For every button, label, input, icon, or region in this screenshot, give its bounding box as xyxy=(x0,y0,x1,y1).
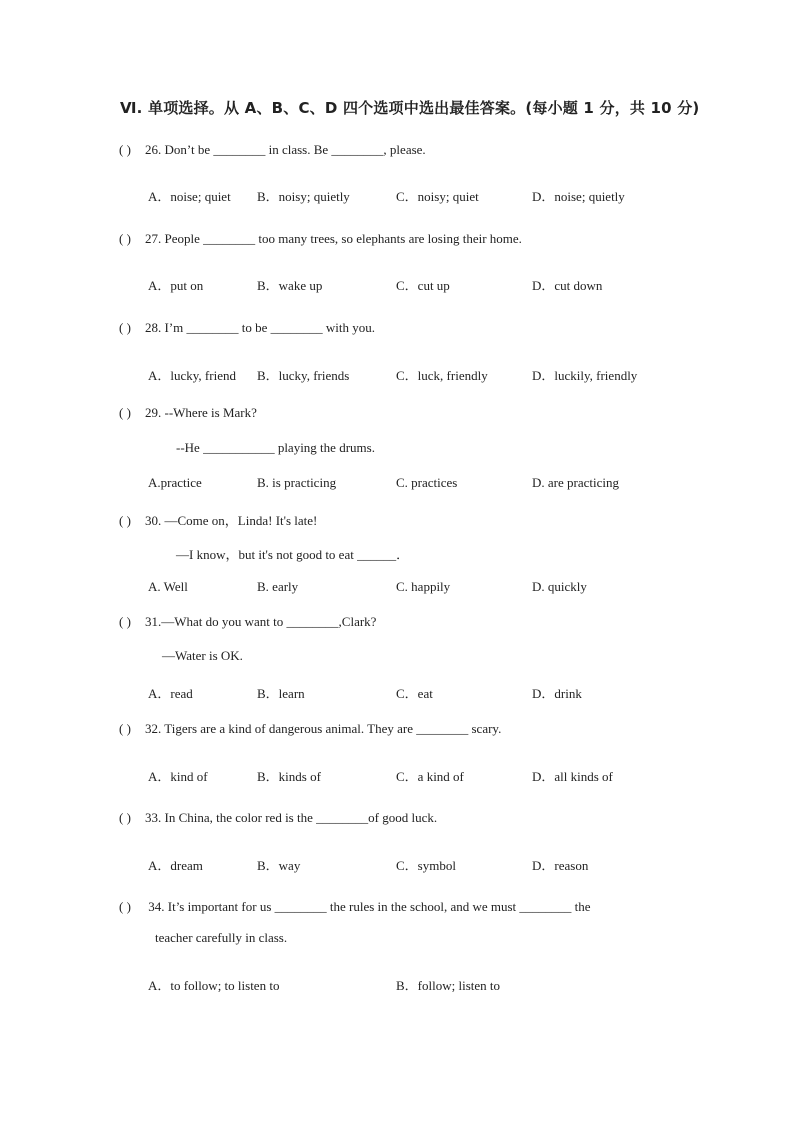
question-26 xyxy=(119,142,426,158)
question-stem: 31.—What do you want to ________,Clark? xyxy=(145,614,377,629)
option-c[interactable]: C．luck, friendly xyxy=(396,368,488,383)
question-stem: 32. Tigers are a kind of dangerous animal. They are ________ scary. xyxy=(145,721,502,736)
option-d[interactable]: D. quickly xyxy=(532,579,587,594)
option-b[interactable]: B．kinds of xyxy=(257,769,321,784)
option-d[interactable]: D．reason xyxy=(532,858,589,873)
question-continuation: --He ___________ playing the drums. xyxy=(176,440,375,455)
question-27 xyxy=(119,231,522,247)
answer-blank[interactable]: ( ) xyxy=(119,721,131,736)
option-d[interactable]: D．noise; quietly xyxy=(532,189,625,204)
option-b[interactable]: B．learn xyxy=(257,686,305,701)
question-30 xyxy=(119,510,317,529)
option-b[interactable]: B. early xyxy=(257,579,299,594)
option-a[interactable]: A．read xyxy=(148,686,193,701)
option-a[interactable]: A．dream xyxy=(148,858,203,873)
option-c[interactable]: C．noisy; quiet xyxy=(396,189,479,204)
question-28 xyxy=(119,320,375,336)
question-stem: 33. In China, the color red is the ________of good luck. xyxy=(145,810,438,825)
option-c[interactable]: C．symbol xyxy=(396,858,456,873)
option-b[interactable]: B．lucky, friends xyxy=(257,368,350,383)
option-b[interactable]: B．way xyxy=(257,858,301,873)
option-a[interactable]: A．lucky, friend xyxy=(148,368,236,383)
option-c[interactable]: C．a kind of xyxy=(396,769,464,784)
option-d[interactable]: D．all kinds of xyxy=(532,769,613,784)
question-stem: 27. People ________ too many trees, so elephants are losing their home. xyxy=(145,231,522,246)
question-32 xyxy=(119,721,501,737)
question-stem: 26. Don’t be ________ in class. Be ________, please. xyxy=(145,142,426,157)
question-33 xyxy=(119,810,437,826)
option-b[interactable]: B. is practicing xyxy=(257,475,337,490)
option-a[interactable]: A. Well xyxy=(148,579,188,594)
option-a[interactable]: A．kind of xyxy=(148,769,208,784)
question-31 xyxy=(119,614,376,630)
question-continuation: teacher carefully in class. xyxy=(155,930,288,945)
option-a[interactable]: A.practice xyxy=(148,475,202,490)
question-29 xyxy=(119,405,257,421)
option-c[interactable]: C. happily xyxy=(396,579,451,594)
answer-blank[interactable]: ( ) xyxy=(119,899,131,914)
answer-blank[interactable]: ( ) xyxy=(119,142,131,157)
option-a[interactable]: A．to follow; to listen to xyxy=(148,978,280,993)
question-34 xyxy=(119,899,591,915)
option-b[interactable]: B．wake up xyxy=(257,278,323,293)
answer-blank[interactable]: ( ) xyxy=(119,513,131,528)
answer-blank[interactable]: ( ) xyxy=(119,810,131,825)
option-d[interactable]: D. are practicing xyxy=(532,475,619,490)
answer-blank[interactable]: ( ) xyxy=(119,405,131,420)
option-a[interactable]: A．noise; quiet xyxy=(148,189,231,204)
option-c[interactable]: C. practices xyxy=(396,475,458,490)
answer-blank[interactable]: ( ) xyxy=(119,231,131,246)
question-continuation: —I know，but it's not good to eat ______． xyxy=(176,547,410,562)
option-a[interactable]: A．put on xyxy=(148,278,204,293)
section-heading: Ⅵ. 单项选择。从 A、B、C、D 四个选项中选出最佳答案。(每小题 1 分，共 10 分) xyxy=(120,99,700,117)
question-stem: 28. I’m ________ to be ________ with you. xyxy=(145,320,376,335)
option-b[interactable]: B．noisy; quietly xyxy=(257,189,350,204)
question-stem: 34. It’s important for us ________ the rules in the school, and we must ________ the xyxy=(145,899,591,914)
answer-blank[interactable]: ( ) xyxy=(119,614,131,629)
option-d[interactable]: D．luckily, friendly xyxy=(532,368,638,383)
option-d[interactable]: D．drink xyxy=(532,686,582,701)
question-continuation: —Water is OK. xyxy=(162,648,243,663)
option-c[interactable]: C．cut up xyxy=(396,278,450,293)
answer-blank[interactable]: ( ) xyxy=(119,320,131,335)
question-stem: 30. —Come on，Linda! It's late! xyxy=(145,513,318,528)
option-d[interactable]: D．cut down xyxy=(532,278,603,293)
option-c[interactable]: C．eat xyxy=(396,686,433,701)
question-stem: 29. --Where is Mark? xyxy=(145,405,257,420)
option-b[interactable]: B．follow; listen to xyxy=(396,978,501,993)
